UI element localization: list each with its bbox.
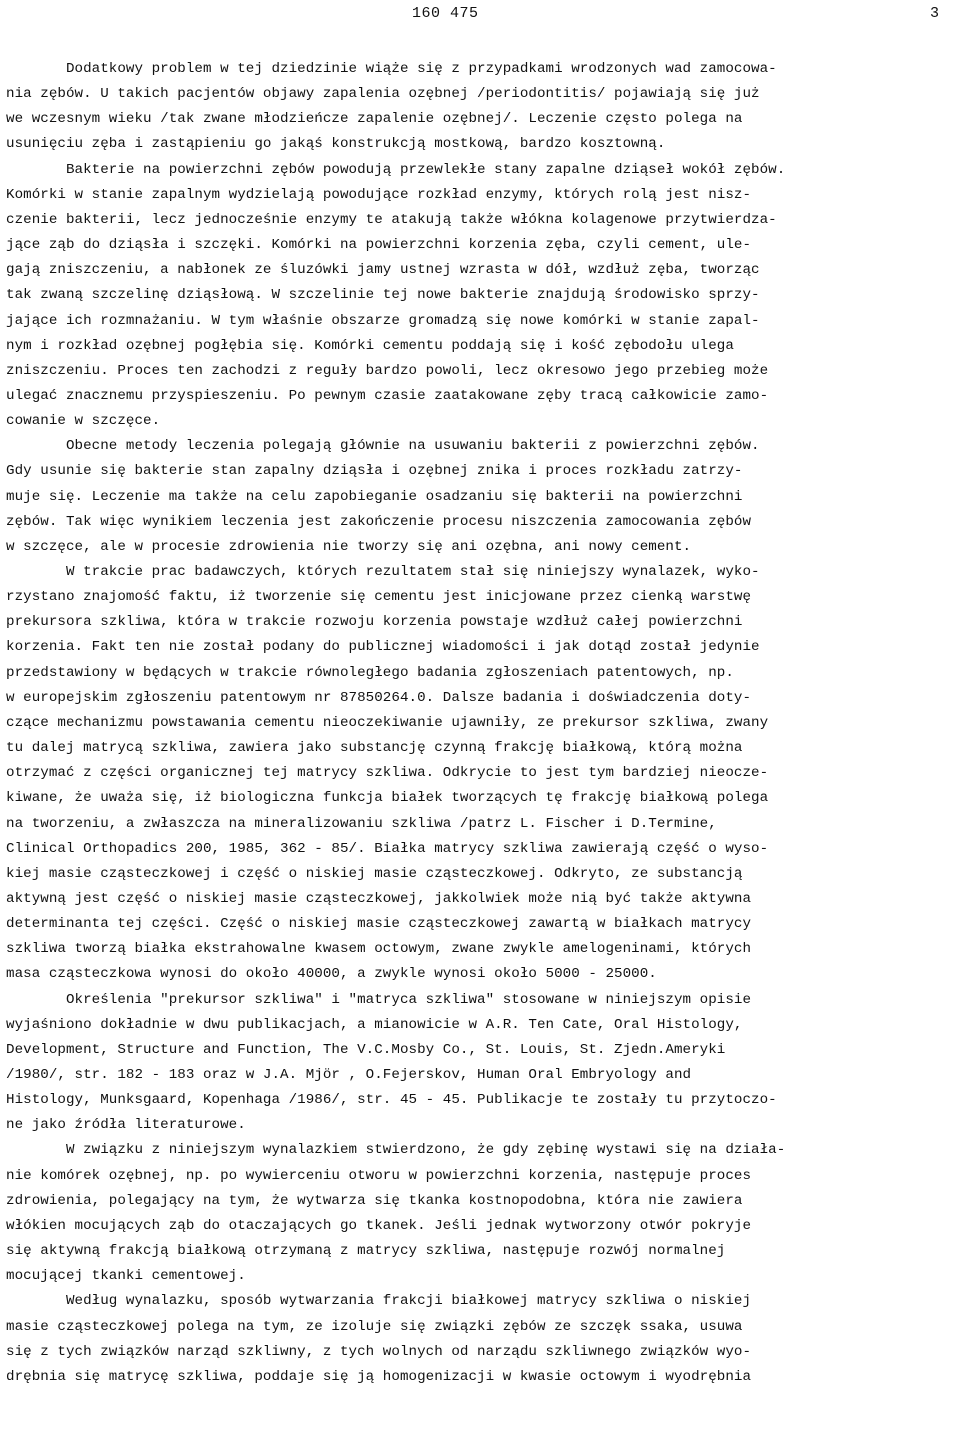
- text-line: Według wynalazku, sposób wytwarzania frakcji białkowej matrycy szkliwa o niskiej: [6, 1293, 752, 1310]
- text-line: cowanie w szczęce.: [6, 413, 161, 430]
- text-line: masa cząsteczkowa wynosi do około 40000, a zwykle wynosi około 5000 - 25000.: [6, 966, 657, 983]
- text-line: szkliwa tworzą białka ekstrahowalne kwasem octowym, zwane zwykle amelogeninami, których: [6, 941, 752, 958]
- text-line: zniszczeniu. Proces ten zachodzi z reguły bardzo powoli, lecz okresowo jego przebieg może: [6, 362, 769, 379]
- text-line: Development, Structure and Function, The V.C.Mosby Co., St. Louis, St. Zjedn.Ameryki: [6, 1041, 726, 1058]
- text-line: nym i rozkład ozębnej pogłębia się. Komórki cementu poddają się i kość zębodołu ulega: [6, 337, 734, 354]
- text-line: Gdy usunie się bakterie stan zapalny dziąsła i ozębnej znika i proces rozkładu zatrzy-: [6, 463, 743, 480]
- text-line: czenie bakterii, lecz jednocześnie enzymy te atakują także włókna kolagenowe przytwierdza-: [6, 211, 777, 228]
- text-line: ulegać znacznemu przyspieszeniu. Po pewnym czasie zaatakowane zęby tracą całkowicie zamo-: [6, 387, 769, 404]
- text-line: się z tych związków narząd szkliwny, z tych wolnych od narządu szkliwnego związków wyo-: [6, 1343, 752, 1360]
- text-line: usunięciu zęba i zastąpieniu go jakąś konstrukcją mostkową, bardzo kosztowną.: [6, 136, 666, 153]
- text-line: kiej masie cząsteczkowej i część o niskiej masie cząsteczkowej. Odkryto, ze substancją: [6, 865, 743, 882]
- text-line: jające ich rozmnażaniu. W tym właśnie obszarze gromadzą się nowe komórki w stanie zapal-: [6, 312, 760, 329]
- text-line: determinanta tej części. Część o niskiej masie cząsteczkowej zawartą w białkach matrycy: [6, 916, 752, 933]
- text-line: zdrowienia, polegający na tym, że wytwarza się tkanka kostnopodobna, która nie zawiera: [6, 1192, 743, 1209]
- text-line: czące mechanizmu powstawania cementu nieoczekiwanie ujawniły, ze prekursor szkliwa, zwany: [6, 714, 769, 731]
- text-line: przedstawiony w będących w trakcie równoległego badania zgłoszeniach patentowych, np.: [6, 664, 734, 681]
- text-line: nia zębów. U takich pacjentów objawy zapalenia ozębnej /periodontitis/ pojawiają się już: [6, 86, 760, 103]
- text-line: wyjaśniono dokładnie w dwu publikacjach, a mianowicie w A.R. Ten Cate, Oral Histology,: [6, 1016, 743, 1033]
- text-line: jące ząb do dziąsła i szczęki. Komórki na powierzchni korzenia zęba, czyli cement, ule-: [6, 237, 752, 254]
- text-line: zębów. Tak więc wynikiem leczenia jest zakończenie procesu niszczenia zamocowania zębów: [6, 513, 752, 530]
- text-line: w europejskim zgłoszeniu patentowym nr 87850264.0. Dalsze badania i doświadczenia doty-: [6, 689, 752, 706]
- text-line: W trakcie prac badawczych, których rezultatem stał się niniejszy wynalazek, wyko-: [6, 564, 760, 580]
- text-line: tu dalej matrycą szkliwa, zawiera jako substancję czynną frakcję białkową, którą można: [6, 740, 743, 757]
- text-line: mocującej tkanki cementowej.: [6, 1268, 246, 1285]
- text-line: ne jako źródła literaturowe.: [6, 1117, 246, 1134]
- text-line: Komórki w stanie zapalnym wydzielają powodujące rozkład enzymy, których rolą jest nisz-: [6, 186, 752, 203]
- document-number: 160 475: [412, 5, 479, 22]
- text-line: otrzymać z części organicznej tej matrycy szkliwa. Odkrycie to jest tym bardziej nieocze-: [6, 765, 769, 782]
- text-line: Obecne metody leczenia polegają głównie na usuwaniu bakterii z powierzchni zębów.: [6, 438, 760, 455]
- text-line: masie cząsteczkowej polega na tym, ze izoluje się związki zębów ze szczęk ssaka, usuwa: [6, 1318, 743, 1335]
- text-line: rzystano znajomość faktu, iż tworzenie się cementu jest inicjowane przez cienką warstwę: [6, 589, 752, 606]
- text-line: Bakterie na powierzchni zębów powodują przewlekłe stany zapalne dziąseł wokół zębów.: [6, 161, 786, 178]
- text-line: W związku z niniejszym wynalazkiem stwierdzono, że gdy zębinę wystawi się na działa-: [6, 1142, 786, 1159]
- text-line: w szczęce, ale w procesie zdrowienia nie tworzy się ani ozębna, ani nowy cement.: [6, 538, 692, 555]
- text-line: Histology, Munksgaard, Kopenhaga /1986/, str. 45 - 45. Publikacje te zostały tu przytoczo-: [6, 1092, 777, 1109]
- page-number: 3: [930, 5, 940, 22]
- text-line: tak zwaną szczelinę dziąsłową. W szczelinie tej nowe bakterie znajdują środowisko sprzy-: [6, 287, 760, 304]
- text-line: włókien mocujących ząb do otaczających go tkanek. Jeśli jednak wytworzony otwór pokryje: [6, 1217, 752, 1234]
- text-line: drębnia się matrycę szkliwa, poddaje się ją homogenizacji w kwasie octowym i wyodrębnia: [6, 1368, 752, 1385]
- text-line: się aktywną frakcją białkową otrzymaną z matrycy szkliwa, następuje rozwój normalnej: [6, 1243, 726, 1260]
- text-line: Dodatkowy problem w tej dziedzinie wiąże się z przypadkami wrodzonych wad zamocowa-: [6, 61, 777, 77]
- text-line: korzenia. Fakt ten nie został podany do publicznej wiadomości i jak dotąd został jedynie: [6, 639, 760, 656]
- text-line: gają zniszczeniu, a nabłonek ze śluzówki jamy ustnej wzrasta w dół, wzdłuż zęba, tworząc: [6, 262, 760, 279]
- text-line: Określenia "prekursor szkliwa" i "matryca szkliwa" stosowane w niniejszym opisie: [6, 991, 752, 1008]
- text-line: muje się. Leczenie ma także na celu zapobieganie osadzaniu się bakterii na powierzchni: [6, 488, 743, 505]
- text-line: /1980/, str. 182 - 183 oraz w J.A. Mjör , O.Fejerskov, Human Oral Embryology and: [6, 1067, 692, 1083]
- text-line: we wczesnym wieku /tak zwane młodzieńcze zapalenie ozębnej/. Leczenie często polega na: [6, 111, 743, 128]
- text-line: aktywną jest część o niskiej masie cząsteczkowej, jakkolwiek może nią być także aktywna: [6, 890, 752, 907]
- text-line: kiwane, że uważa się, iż biologiczna funkcja białek tworzących tę frakcję białkową polega: [6, 790, 769, 807]
- text-line: nie komórek ozębnej, np. po wywierceniu otworu w powierzchni korzenia, następuje proces: [6, 1167, 752, 1184]
- text-line: Clinical Orthopadics 200, 1985, 362 - 85/. Białka matrycy szkliwa zawierają część o wyso-: [6, 840, 769, 857]
- text-line: na tworzeniu, a zwłaszcza na mineralizowaniu szkliwa /patrz L. Fischer i D.Termine,: [6, 815, 717, 832]
- text-line: prekursora szkliwa, która w trakcie rozwoju korzenia powstaje wzdłuż całej powierzchni: [6, 614, 743, 631]
